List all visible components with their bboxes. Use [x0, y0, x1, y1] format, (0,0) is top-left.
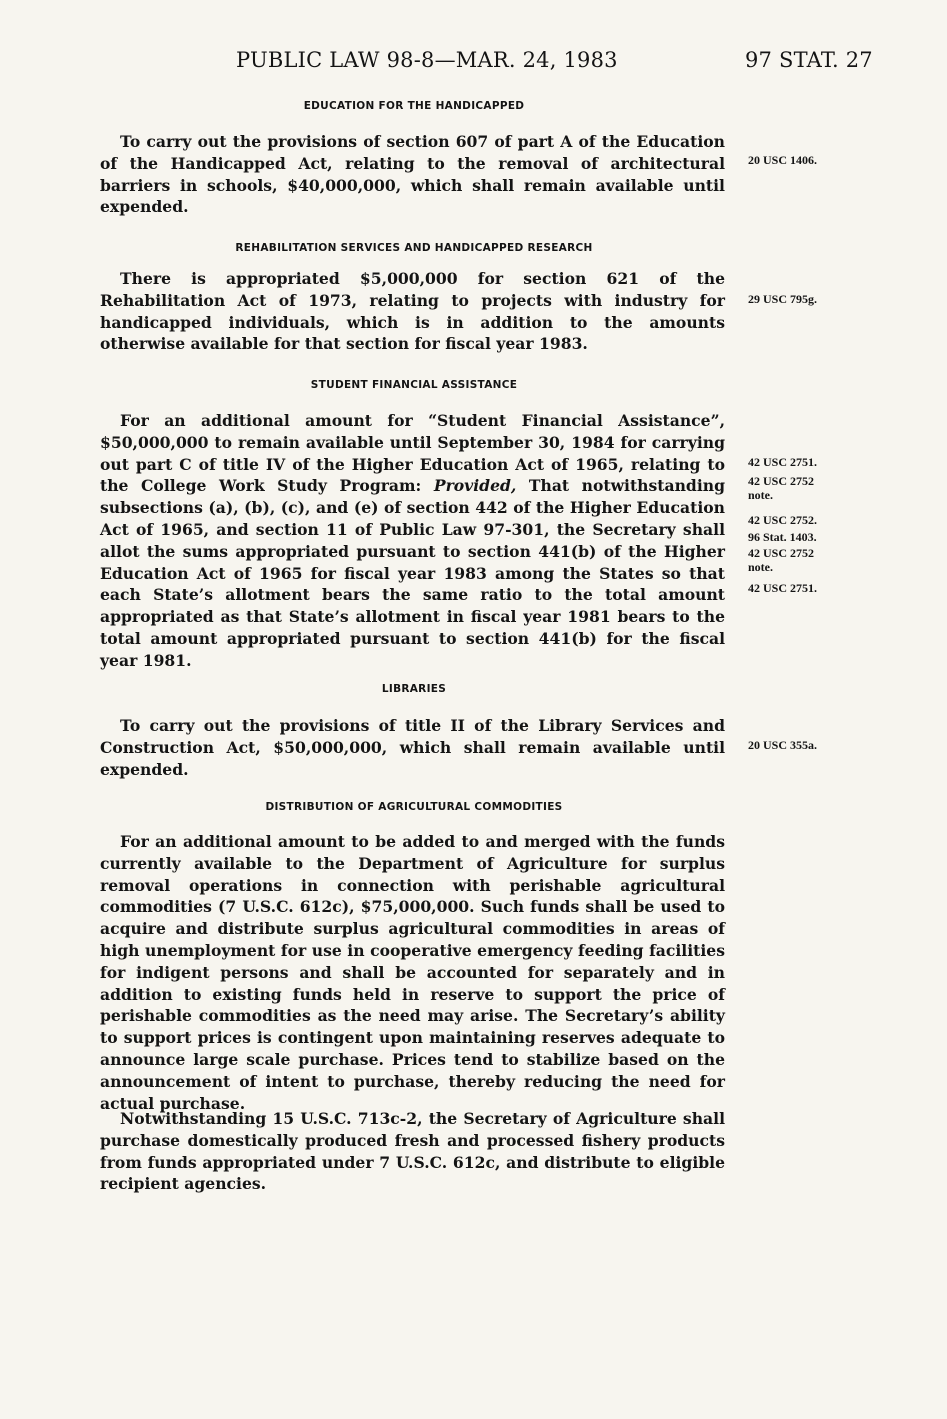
section-heading-agricultural-commodities: DISTRIBUTION OF AGRICULTURAL COMMODITIES	[265, 801, 563, 813]
paragraph-student-financial-assistance: For an additional amount for “Student Financial Assistance”, $50,000,000 to remain available until September 30, 1984 for carrying out part C of title IV of the Higher Education Act of 1965, relating to the College Work Study Program: Provided, That notwithstanding subsections (a), (b), (c), and (e) of section 442 of the Higher Education Act of 1965, and section 11 of Public Law 97-301, the Secretary shall allot the sums appropriated pursuant to section 441(b) of the Higher Education Act of 1965 for fiscal year 1983 among the States so that each State’s allotment bears the same ratio to the total amount appropriated as that State’s allotment in fiscal year 1981 bears to the total amount appropriated pursuant to section 441(b) for the fiscal year 1981.	[100, 411, 725, 670]
paragraph-fishery-products: Notwithstanding 15 U.S.C. 713c-2, the Secretary of Agriculture shall purchase domestically produced fresh and processed fishery products from funds appropriated under 7 U.S.C. 612c, and distribute to eligible recipient agencies.	[100, 1109, 725, 1194]
section-heading-rehabilitation: REHABILITATION SERVICES AND HANDICAPPED RESEARCH	[235, 242, 593, 254]
paragraph-agricultural-commodities: For an additional amount to be added to and merged with the funds currently available to the Department of Agriculture for surplus removal operations in connection with perishable agricultural commodities (7 U.S.C. 612c), $75,000,000. Such funds shall be used to acquire and distribute surplus agricultural commodities in areas of high unemployment for use in cooperative emergency feeding facilities for indigent persons and shall be accounted for separately and in addition to existing funds held in reserve to support the price of perishable commodities as the need may arise. The Secretary’s ability to support prices is contingent upon maintaining reserves adequate to announce large scale purchase. Prices tend to stabilize based on the announcement of intent to purchase, thereby reducing the need for actual purchase.	[100, 832, 725, 1113]
margin-note-citation: 42 USC 2751.	[748, 455, 818, 469]
margin-note-citation: 96 Stat. 1403.	[748, 530, 817, 544]
margin-note-citation: 42 USC 2752.	[748, 513, 818, 527]
margin-note-citation: 42 USC 2752 note.	[748, 474, 815, 502]
paragraph-education-handicapped: To carry out the provisions of section 607 of part A of the Education of the Handicapped Act, relating to the removal of architectural barriers in schools, $40,000,000, which shall remain available until expended.	[100, 132, 725, 217]
paragraph-rehabilitation: There is appropriated $5,000,000 for section 621 of the Rehabilitation Act of 1973, relating to projects with industry for handicapped individuals, which is in addition to the amounts otherwise available for that section for fiscal year 1983.	[100, 269, 725, 354]
margin-note-citation: 20 USC 355a.	[748, 738, 818, 752]
provided-italic: Provided,	[433, 476, 517, 496]
section-heading-student-financial-assistance: STUDENT FINANCIAL ASSISTANCE	[310, 379, 518, 391]
running-head-title: PUBLIC LAW 98-8—MAR. 24, 1983	[236, 48, 618, 72]
margin-note-citation: 20 USC 1406.	[748, 153, 818, 167]
margin-note-citation: 29 USC 795g.	[748, 292, 818, 306]
running-head-stat-page: 97 STAT. 27	[745, 48, 873, 72]
paragraph-libraries: To carry out the provisions of title II of the Library Services and Construction Act, $50,000,000, which shall remain available until expended.	[100, 716, 725, 779]
margin-note-citation: 42 USC 2752 note.	[748, 546, 815, 574]
section-heading-libraries: LIBRARIES	[381, 683, 447, 695]
section-heading-education-handicapped: EDUCATION FOR THE HANDICAPPED	[303, 100, 525, 112]
margin-note-citation: 42 USC 2751.	[748, 581, 818, 595]
